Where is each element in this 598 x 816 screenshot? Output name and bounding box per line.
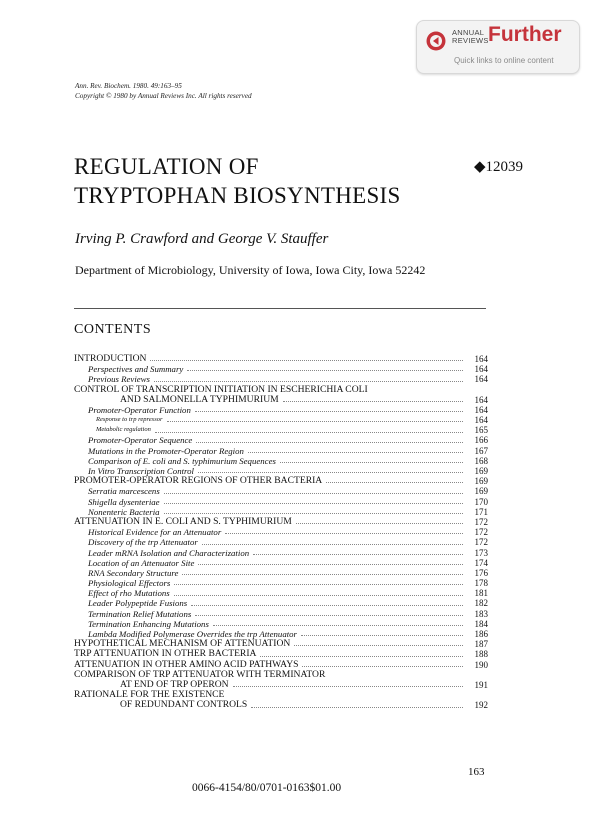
toc-entry[interactable] xyxy=(74,578,488,588)
toc-entry-title: Previous Reviews xyxy=(74,374,152,384)
toc-entry[interactable] xyxy=(74,446,488,456)
toc-entry-page: 169 xyxy=(474,486,488,497)
toc-entry-page: 169 xyxy=(474,466,488,477)
toc-entry-page: 168 xyxy=(474,455,488,466)
toc-leader-dots xyxy=(280,461,463,463)
toc-entry-page: 166 xyxy=(474,435,488,446)
toc-entry-page: 188 xyxy=(474,649,488,660)
toc-entry-title: In Vitro Transcription Control xyxy=(74,466,196,476)
toc-leader-dots xyxy=(187,369,463,371)
toc-leader-dots xyxy=(167,420,463,422)
toc-entry-page: 176 xyxy=(474,567,488,578)
toc-entry[interactable] xyxy=(74,436,488,446)
toc-entry-title: TRP ATTENUATION IN OTHER BACTERIA xyxy=(74,648,257,660)
toc-leader-dots xyxy=(296,522,463,524)
toc-entry-title: Shigella dysenteriae xyxy=(74,497,162,507)
toc-entry[interactable] xyxy=(74,395,488,405)
contents-heading: CONTENTS xyxy=(74,322,152,337)
toc-entry-page: 173 xyxy=(474,547,488,558)
toc-leader-dots xyxy=(164,502,463,504)
toc-entry-title: Comparison of E. coli and S. typhimurium Sequences xyxy=(74,456,278,466)
badge-small-bottom: REVIEWS xyxy=(452,36,489,45)
toc-leader-dots xyxy=(195,410,463,412)
toc-entry[interactable] xyxy=(74,619,488,629)
toc-leader-dots xyxy=(195,614,463,616)
citation-line-1: Ann. Rev. Biochem. 1980. 49:163–95 xyxy=(75,82,182,90)
toc-entry-page: 172 xyxy=(474,516,488,527)
toc-entry-page: 164 xyxy=(474,394,488,405)
toc-entry-title: Perspectives and Summary xyxy=(74,364,185,374)
toc-entry-page: 192 xyxy=(474,700,488,711)
toc-entry-page: 171 xyxy=(474,506,488,517)
divider xyxy=(74,308,486,309)
toc-entry[interactable] xyxy=(74,599,488,609)
toc-entry[interactable] xyxy=(74,548,488,558)
toc-entry-page: 165 xyxy=(474,425,488,436)
toc-leader-dots xyxy=(164,492,463,494)
toc-entry-title: RATIONALE FOR THE EXISTENCE xyxy=(74,689,225,701)
toc-entry-page: 190 xyxy=(474,659,488,670)
toc-leader-dots xyxy=(198,563,463,565)
toc-entry-page: 187 xyxy=(474,639,488,650)
toc-leader-dots xyxy=(225,532,463,534)
toc-entry-page: 164 xyxy=(474,374,488,385)
toc-entry-page: 181 xyxy=(474,588,488,599)
toc-leader-dots xyxy=(150,359,463,361)
toc-leader-dots xyxy=(294,644,463,646)
toc-entry-page: 164 xyxy=(474,364,488,375)
toc-entry-title: PROMOTER-OPERATOR REGIONS OF OTHER BACTERIA xyxy=(74,475,323,487)
toc-entry-title: AND SALMONELLA TYPHIMURIUM xyxy=(74,395,281,405)
page-number: 163 xyxy=(468,766,485,778)
toc-entry-title: Physiological Effectors xyxy=(74,578,172,588)
toc-entry[interactable] xyxy=(74,425,488,435)
toc-entry-title: Leader Polypeptide Fusions xyxy=(74,598,189,608)
badge-subtitle: Quick links to online content xyxy=(454,56,554,65)
toc-entry-page: 164 xyxy=(474,404,488,415)
toc-leader-dots xyxy=(326,481,463,483)
toc-entry[interactable] xyxy=(74,354,488,364)
toc-entry[interactable] xyxy=(74,558,488,568)
toc-entry-title: Termination Enhancing Mutations xyxy=(74,619,211,629)
toc-entry[interactable] xyxy=(74,405,488,415)
toc-leader-dots xyxy=(283,400,463,402)
toc-entry-title: Response to trp repressor xyxy=(74,415,165,425)
toc-entry-title: ATTENUATION IN E. COLI AND S. TYPHIMURIUM xyxy=(74,515,292,527)
toc-leader-dots xyxy=(260,655,463,657)
toc-entry-title: RNA Secondary Structure xyxy=(74,568,180,578)
toc-entry-title: Discovery of the trp Attenuator xyxy=(74,537,200,547)
toc-leader-dots xyxy=(253,553,463,555)
toc-leader-dots xyxy=(154,380,463,382)
toc-leader-dots xyxy=(174,594,463,596)
toc-entry-title: Termination Relief Mutations xyxy=(74,609,193,619)
toc-leader-dots xyxy=(233,685,463,687)
toc-entry-page: 184 xyxy=(474,618,488,629)
toc-entry[interactable] xyxy=(74,456,488,466)
toc-leader-dots xyxy=(251,706,463,708)
toc-entry-page: 164 xyxy=(474,353,488,364)
toc-entry[interactable] xyxy=(74,527,488,537)
toc-entry-title: OF REDUNDANT CONTROLS xyxy=(74,700,249,710)
toc-entry[interactable] xyxy=(74,415,488,425)
toc-leader-dots xyxy=(174,583,463,585)
reference-number: ◆12039 xyxy=(474,159,524,175)
toc-entry-page: 178 xyxy=(474,578,488,589)
toc-leader-dots xyxy=(155,431,463,433)
toc-entry-title: ATTENUATION IN OTHER AMINO ACID PATHWAYS xyxy=(74,658,299,670)
toc-entry-title: Location of an Attenuator Site xyxy=(74,558,196,568)
title-line-1: REGULATION OF xyxy=(74,154,259,179)
toc-entry-page: 169 xyxy=(474,476,488,487)
footer-code: 0066-4154/80/0701-0163$01.00 xyxy=(192,782,342,794)
toc-entry-title: Effect of rho Mutations xyxy=(74,588,172,598)
toc-leader-dots xyxy=(164,512,463,514)
toc-leader-dots xyxy=(191,604,463,606)
toc-entry[interactable] xyxy=(74,537,488,547)
toc-entry[interactable] xyxy=(74,588,488,598)
toc-entry[interactable] xyxy=(74,476,488,486)
toc-leader-dots xyxy=(301,634,463,636)
toc-entry-title: AT END OF TRP OPERON xyxy=(74,680,231,690)
toc-entry-title: Promoter-Operator Sequence xyxy=(74,435,194,445)
toc-entry-title: HYPOTHETICAL MECHANISM OF ATTENUATION xyxy=(74,638,291,650)
toc-leader-dots xyxy=(302,665,463,667)
article-title xyxy=(74,152,401,210)
toc-entry-page: 183 xyxy=(474,608,488,619)
toc-leader-dots xyxy=(196,441,463,443)
toc-entry-title: Nonenteric Bacteria xyxy=(74,507,162,517)
toc-leader-dots xyxy=(202,543,463,545)
toc-entry-title: Metabolic regulation xyxy=(74,425,153,435)
toc-entry-page: 191 xyxy=(474,679,488,690)
title-line-2: TRYPTOPHAN BIOSYNTHESIS xyxy=(74,183,401,208)
badge-small-top: ANNUAL xyxy=(452,28,485,37)
toc-entry[interactable] xyxy=(74,497,488,507)
toc-entry-page: 174 xyxy=(474,557,488,568)
toc-leader-dots xyxy=(182,573,463,575)
toc-leader-dots xyxy=(213,624,463,626)
toc-entry-title: INTRODUCTION xyxy=(74,352,147,364)
toc-entry-title: Lambda Modified Polymerase Overrides the trp Attenuator xyxy=(74,629,299,639)
toc-entry-title: Serratia marcescens xyxy=(74,486,162,496)
toc-entry[interactable] xyxy=(74,486,488,496)
toc-entry-title: Promoter-Operator Function xyxy=(74,405,193,415)
toc-leader-dots xyxy=(248,451,463,453)
table-of-contents xyxy=(74,354,488,711)
toc-entry[interactable] xyxy=(74,517,488,527)
badge-brand: Further xyxy=(488,23,562,46)
toc-entry-page: 170 xyxy=(474,496,488,507)
toc-entry[interactable] xyxy=(74,364,488,374)
toc-entry-title: CONTROL OF TRANSCRIPTION INITIATION IN ESCHERICHIA COLI xyxy=(74,383,368,395)
toc-entry[interactable] xyxy=(74,700,488,710)
toc-entry-title: Mutations in the Promoter-Operator Region xyxy=(74,446,246,456)
toc-entry-title: Leader mRNA Isolation and Characterization xyxy=(74,548,251,558)
authors: Irving P. Crawford and George V. Stauffer xyxy=(75,231,329,247)
toc-entry-page: 172 xyxy=(474,527,488,538)
toc-entry-page: 164 xyxy=(474,415,488,426)
toc-entry-page: 172 xyxy=(474,537,488,548)
toc-entry-page: 182 xyxy=(474,598,488,609)
affiliation: Department of Microbiology, University of Iowa, Iowa City, Iowa 52242 xyxy=(75,263,426,277)
annual-reviews-further-badge[interactable] xyxy=(416,20,580,74)
toc-entry[interactable] xyxy=(74,609,488,619)
toc-entry-title: Historical Evidence for an Attenuator xyxy=(74,527,223,537)
annual-reviews-logo-icon xyxy=(426,31,446,51)
toc-entry[interactable] xyxy=(74,568,488,578)
toc-entry-page: 186 xyxy=(474,629,488,640)
citation xyxy=(75,81,252,101)
toc-entry-page: 167 xyxy=(474,445,488,456)
citation-line-2: Copyright © 1980 by Annual Reviews Inc. All rights reserved xyxy=(75,92,252,100)
toc-leader-dots xyxy=(198,471,463,473)
toc-entry-title: COMPARISON OF TRP ATTENUATOR WITH TERMINATOR xyxy=(74,668,326,680)
